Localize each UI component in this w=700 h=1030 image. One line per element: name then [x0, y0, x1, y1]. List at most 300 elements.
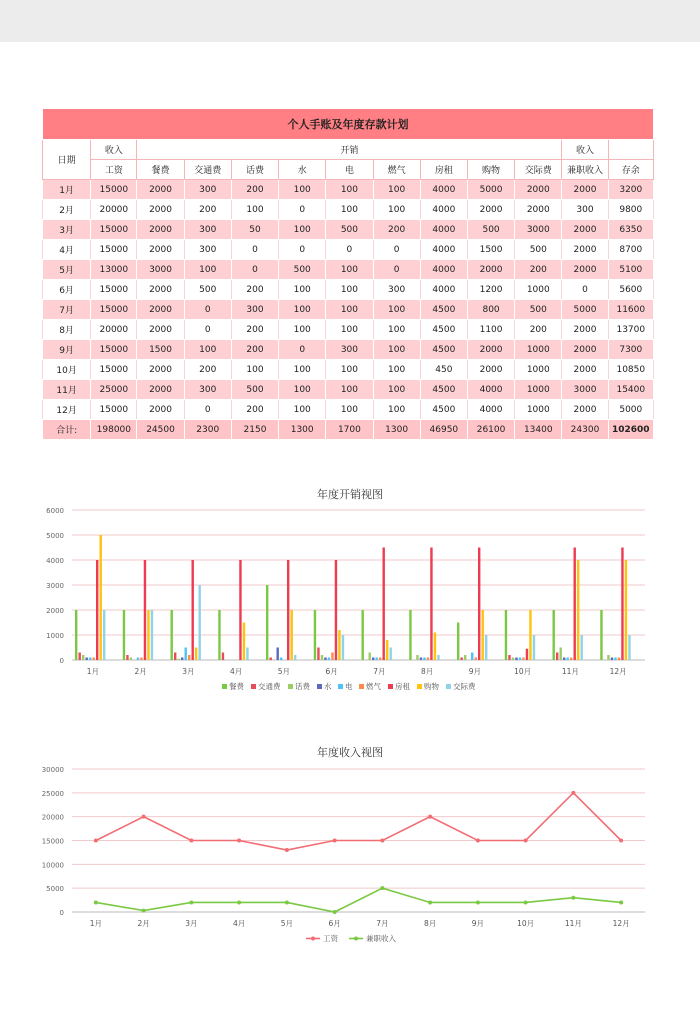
legend-label: 房租	[395, 682, 410, 691]
salary-cell: 15000	[91, 400, 137, 420]
x-tick-label: 7月	[373, 667, 386, 676]
expense-cell: 100	[279, 180, 326, 200]
legend-swatch	[417, 684, 422, 689]
bar	[508, 655, 510, 660]
bar	[277, 648, 279, 661]
salary-cell: 13000	[91, 260, 137, 280]
expense-cell: 200	[231, 340, 278, 360]
month-cell: 1月	[43, 180, 91, 200]
bar	[515, 658, 517, 661]
bar	[100, 535, 102, 660]
table-row	[43, 300, 654, 320]
table-row	[43, 260, 654, 280]
y-tick-label: 2000	[46, 607, 64, 615]
side-income-cell: 2000	[562, 320, 608, 340]
bar	[362, 610, 364, 660]
col-header-rent: 房租	[420, 160, 467, 180]
income-chart-title: 年度收入视图	[317, 746, 383, 759]
side-income-col-header: 兼职收入	[562, 160, 608, 180]
expense-cell: 1200	[467, 280, 514, 300]
expense-cell: 100	[279, 400, 326, 420]
savings-cell: 15400	[608, 380, 653, 400]
col-header-meals: 餐费	[137, 160, 184, 180]
expense-cell: 50	[231, 220, 278, 240]
expense-cell: 0	[326, 240, 373, 260]
expense-cell: 3000	[515, 220, 562, 240]
expense-cell: 100	[373, 200, 420, 220]
expense-cell: 500	[467, 220, 514, 240]
data-point	[189, 900, 193, 904]
salary-col-header: 工资	[91, 160, 137, 180]
y-tick-label: 10000	[41, 861, 64, 870]
table-row	[43, 240, 654, 260]
expense-cell: 200	[184, 200, 231, 220]
month-cell: 5月	[43, 260, 91, 280]
side-income-cell: 2000	[562, 240, 608, 260]
bar	[195, 648, 197, 661]
legend-swatch	[338, 684, 343, 689]
salary-cell: 15000	[91, 300, 137, 320]
bar	[328, 658, 330, 661]
expense-cell: 1500	[137, 340, 184, 360]
bar	[321, 655, 323, 660]
bar	[628, 635, 630, 660]
col-header-water: 水	[279, 160, 326, 180]
savings-cell: 13700	[608, 320, 653, 340]
expense-cell: 2000	[467, 260, 514, 280]
expense-cell: 500	[231, 380, 278, 400]
legend-label: 购物	[424, 682, 439, 691]
side-income-cell: 2000	[562, 220, 608, 240]
legend-swatch	[359, 684, 364, 689]
data-point	[285, 900, 289, 904]
month-cell: 9月	[43, 340, 91, 360]
expense-cell: 0	[279, 340, 326, 360]
side-income-cell: 3000	[562, 380, 608, 400]
expense-cell: 0	[373, 240, 420, 260]
table-row	[43, 360, 654, 380]
legend-swatch	[288, 684, 293, 689]
y-tick-label: 30000	[41, 766, 64, 774]
expense-cell: 100	[231, 360, 278, 380]
y-tick-label: 20000	[41, 813, 64, 822]
table-row	[43, 340, 654, 360]
bar	[199, 585, 201, 660]
bar	[611, 658, 613, 661]
expense-cell: 2000	[515, 180, 562, 200]
expense-cell: 100	[326, 280, 373, 300]
expense-cell: 0	[279, 240, 326, 260]
bar	[239, 560, 241, 660]
bar	[294, 655, 296, 660]
table-row	[43, 220, 654, 240]
expense-cell: 100	[373, 380, 420, 400]
expense-cell: 4000	[420, 200, 467, 220]
table-row	[43, 180, 654, 200]
expense-cell: 100	[373, 360, 420, 380]
top-bar	[0, 0, 700, 42]
expense-cell: 2000	[137, 320, 184, 340]
bar	[103, 610, 105, 660]
bar	[287, 560, 289, 660]
series-line	[96, 793, 621, 850]
expense-cell: 500	[515, 240, 562, 260]
data-point	[94, 900, 98, 904]
data-point	[333, 839, 337, 843]
expense-cell: 200	[515, 320, 562, 340]
expense-cell: 1000	[515, 380, 562, 400]
expense-cell: 800	[467, 300, 514, 320]
expense-cell: 100	[326, 260, 373, 280]
bar	[475, 658, 477, 661]
bar	[386, 640, 388, 660]
y-tick-label: 25000	[41, 789, 64, 798]
side-income-cell: 2000	[562, 260, 608, 280]
bar	[192, 560, 194, 660]
expense-cell: 2000	[137, 280, 184, 300]
bar	[519, 658, 521, 661]
x-tick-label: 6月	[325, 667, 338, 676]
month-cell: 3月	[43, 220, 91, 240]
x-tick-label: 5月	[280, 919, 294, 928]
table-row	[43, 380, 654, 400]
savings-col-header: 存余	[608, 160, 653, 180]
savings-cell: 10850	[608, 360, 653, 380]
side-income-cell: 2000	[562, 180, 608, 200]
data-point	[142, 909, 146, 913]
expense-cell: 100	[279, 220, 326, 240]
bar	[144, 560, 146, 660]
expense-cell: 100	[373, 180, 420, 200]
savings-cell: 5100	[608, 260, 653, 280]
expense-cell: 100	[326, 320, 373, 340]
data-point	[524, 839, 528, 843]
x-tick-label: 10月	[517, 919, 535, 928]
bar	[324, 658, 326, 661]
expense-cell: 0	[231, 260, 278, 280]
salary-cell: 20000	[91, 320, 137, 340]
salary-cell: 15000	[91, 220, 137, 240]
bar	[75, 610, 77, 660]
expense-cell: 100	[373, 340, 420, 360]
bar	[147, 610, 149, 660]
expense-cell: 100	[326, 380, 373, 400]
y-tick-label: 6000	[46, 507, 64, 515]
x-tick-label: 3月	[185, 919, 198, 928]
bar	[553, 610, 555, 660]
legend-swatch	[317, 684, 322, 689]
bar	[181, 658, 183, 661]
expense-cell: 2000	[467, 360, 514, 380]
bar	[185, 648, 187, 661]
y-tick-label: 15000	[41, 837, 64, 846]
bar	[96, 560, 98, 660]
bar	[607, 655, 609, 660]
expense-cell: 200	[184, 360, 231, 380]
legend-label: 水	[324, 682, 332, 691]
bar	[529, 610, 531, 660]
x-tick-label: 9月	[471, 919, 485, 928]
bar	[533, 635, 535, 660]
expense-cell: 4000	[420, 260, 467, 280]
expense-cell: 100	[373, 300, 420, 320]
expense-cell: 0	[279, 200, 326, 220]
bar	[420, 658, 422, 661]
y-tick-label: 0	[59, 909, 64, 917]
expense-cell: 4000	[467, 400, 514, 420]
expense-cell: 2000	[137, 180, 184, 200]
table-row	[43, 400, 654, 420]
expense-cell: 3000	[137, 260, 184, 280]
expense-cell: 100	[279, 300, 326, 320]
bar	[130, 658, 132, 661]
expense-cell: 4000	[420, 220, 467, 240]
bar	[338, 630, 340, 660]
expense-cell: 300	[326, 340, 373, 360]
legend-label: 交通费	[258, 682, 281, 691]
data-point	[142, 815, 146, 819]
total-expense: 24500	[137, 420, 184, 440]
expense-cell: 2000	[137, 200, 184, 220]
bar	[188, 655, 190, 660]
bar	[171, 610, 173, 660]
x-tick-label: 10月	[514, 667, 532, 676]
expense-cell: 4000	[420, 180, 467, 200]
bar	[556, 653, 558, 661]
salary-cell: 20000	[91, 200, 137, 220]
bar	[379, 658, 381, 661]
salary-cell: 15000	[91, 240, 137, 260]
bar	[178, 659, 180, 660]
x-tick-label: 12月	[609, 667, 627, 676]
side-income-cell: 2000	[562, 400, 608, 420]
savings-cell: 5000	[608, 400, 653, 420]
expense-cell: 100	[326, 300, 373, 320]
expense-cell: 300	[184, 180, 231, 200]
month-cell: 7月	[43, 300, 91, 320]
data-point	[524, 900, 528, 904]
expense-cell: 4000	[420, 240, 467, 260]
expense-cell: 100	[279, 320, 326, 340]
x-tick-label: 12月	[612, 919, 630, 928]
legend-marker	[354, 937, 358, 941]
expense-cell: 100	[326, 400, 373, 420]
bar	[482, 610, 484, 660]
col-header-electricity: 电	[326, 160, 373, 180]
x-tick-label: 8月	[423, 919, 437, 928]
bar	[574, 548, 576, 661]
x-tick-label: 5月	[277, 667, 291, 676]
expense-cell: 100	[279, 280, 326, 300]
expense-cell: 2000	[467, 200, 514, 220]
bar	[427, 658, 429, 661]
x-tick-label: 2月	[134, 667, 147, 676]
total-expense: 1300	[373, 420, 420, 440]
expense-cell: 500	[184, 280, 231, 300]
savings-cell: 7300	[608, 340, 653, 360]
income-line-chart	[0, 760, 700, 960]
bar	[581, 635, 583, 660]
expense-cell: 4500	[420, 320, 467, 340]
expense-cell: 300	[373, 280, 420, 300]
data-point	[333, 910, 337, 914]
expense-cell: 4500	[420, 380, 467, 400]
bar	[174, 653, 176, 661]
total-expense: 46950	[420, 420, 467, 440]
data-point	[94, 839, 98, 843]
expense-cell: 100	[231, 200, 278, 220]
expense-cell: 0	[184, 320, 231, 340]
bar	[89, 658, 91, 661]
bar	[126, 655, 128, 660]
data-point	[428, 900, 432, 904]
y-tick-label: 4000	[46, 557, 64, 565]
expense-cell: 100	[184, 260, 231, 280]
data-point	[380, 839, 384, 843]
bar	[331, 653, 333, 661]
bar	[123, 610, 125, 660]
data-point	[237, 900, 241, 904]
income2-header: 收入	[562, 140, 608, 160]
col-header-phone: 话费	[231, 160, 278, 180]
data-point	[428, 815, 432, 819]
expense-cell: 1500	[467, 240, 514, 260]
total-savings: 102600	[608, 420, 653, 440]
expense-cell: 0	[373, 260, 420, 280]
data-point	[571, 896, 575, 900]
bar	[471, 653, 473, 661]
expense-cell: 100	[279, 380, 326, 400]
bar	[560, 648, 562, 661]
bar	[86, 658, 88, 661]
data-point	[476, 900, 480, 904]
side-income-cell: 2000	[562, 360, 608, 380]
bar	[570, 658, 572, 661]
side-income-cell: 2000	[562, 340, 608, 360]
table-row	[43, 280, 654, 300]
date-header: 日期	[43, 140, 91, 180]
y-tick-label: 0	[59, 657, 64, 665]
legend-swatch	[446, 684, 451, 689]
month-cell: 2月	[43, 200, 91, 220]
expense-cell: 0	[231, 240, 278, 260]
expense-cell: 100	[279, 360, 326, 380]
total-side-income: 24300	[562, 420, 608, 440]
ledger-table	[42, 108, 654, 440]
expense-cell: 2000	[137, 360, 184, 380]
data-point	[476, 839, 480, 843]
total-expense: 2300	[184, 420, 231, 440]
x-tick-label: 4月	[229, 667, 243, 676]
expense-cell: 1000	[515, 280, 562, 300]
month-cell: 10月	[43, 360, 91, 380]
data-point	[380, 886, 384, 890]
x-tick-label: 11月	[564, 919, 582, 928]
x-tick-label: 9月	[468, 667, 482, 676]
bar	[82, 655, 84, 660]
bar	[625, 560, 627, 660]
x-tick-label: 3月	[182, 667, 195, 676]
series-line	[96, 888, 621, 912]
bar	[383, 548, 385, 661]
expense-cell: 500	[326, 220, 373, 240]
col-header-gas: 燃气	[373, 160, 420, 180]
legend-swatch	[251, 684, 256, 689]
bar	[342, 635, 344, 660]
total-salary: 198000	[91, 420, 137, 440]
expense-cell: 100	[373, 320, 420, 340]
bar	[376, 658, 378, 661]
legend-marker	[311, 937, 315, 941]
ledger-title: 个人手账及年度存款计划	[43, 109, 654, 140]
expense-cell: 4500	[420, 340, 467, 360]
bar	[266, 585, 268, 660]
legend-label: 餐费	[229, 682, 244, 691]
bar	[243, 623, 245, 661]
expense-cell: 4500	[420, 300, 467, 320]
expense-cell: 2000	[137, 240, 184, 260]
expense-cell: 4000	[467, 380, 514, 400]
expense-cell: 300	[231, 300, 278, 320]
bar	[464, 655, 466, 660]
expense-cell: 2000	[515, 200, 562, 220]
bar	[505, 610, 507, 660]
bar	[137, 658, 139, 661]
x-tick-label: 1月	[86, 667, 100, 676]
legend-label: 电	[345, 682, 353, 691]
bar	[461, 658, 463, 661]
x-tick-label: 4月	[232, 919, 246, 928]
x-tick-label: 6月	[328, 919, 341, 928]
month-cell: 6月	[43, 280, 91, 300]
bar	[526, 649, 528, 660]
expense-cell: 4500	[420, 400, 467, 420]
col-header-social: 交际费	[515, 160, 562, 180]
expense-cell: 2000	[137, 400, 184, 420]
expense-cell: 200	[231, 400, 278, 420]
table-row	[43, 320, 654, 340]
total-expense: 26100	[467, 420, 514, 440]
savings-cell: 11600	[608, 300, 653, 320]
expense-cell: 200	[373, 220, 420, 240]
total-expense: 1700	[326, 420, 373, 440]
expense-header: 开销	[137, 140, 562, 160]
blank-header	[608, 140, 653, 160]
expense-cell: 450	[420, 360, 467, 380]
x-tick-label: 8月	[420, 667, 434, 676]
salary-cell: 25000	[91, 380, 137, 400]
bar	[270, 658, 272, 661]
expense-cell: 4000	[420, 280, 467, 300]
side-income-cell: 0	[562, 280, 608, 300]
y-tick-label: 3000	[46, 582, 64, 590]
bar	[478, 548, 480, 661]
savings-cell: 9800	[608, 200, 653, 220]
col-header-transport: 交通费	[184, 160, 231, 180]
legend-label: 兼职收入	[366, 934, 396, 943]
side-income-cell: 5000	[562, 300, 608, 320]
savings-cell: 6350	[608, 220, 653, 240]
bar	[434, 633, 436, 661]
data-point	[619, 839, 623, 843]
bar	[335, 560, 337, 660]
bar	[218, 610, 220, 660]
bar	[522, 658, 524, 661]
data-point	[237, 839, 241, 843]
x-tick-label: 2月	[137, 919, 150, 928]
expense-cell: 100	[326, 180, 373, 200]
legend-label: 交际费	[453, 682, 476, 691]
